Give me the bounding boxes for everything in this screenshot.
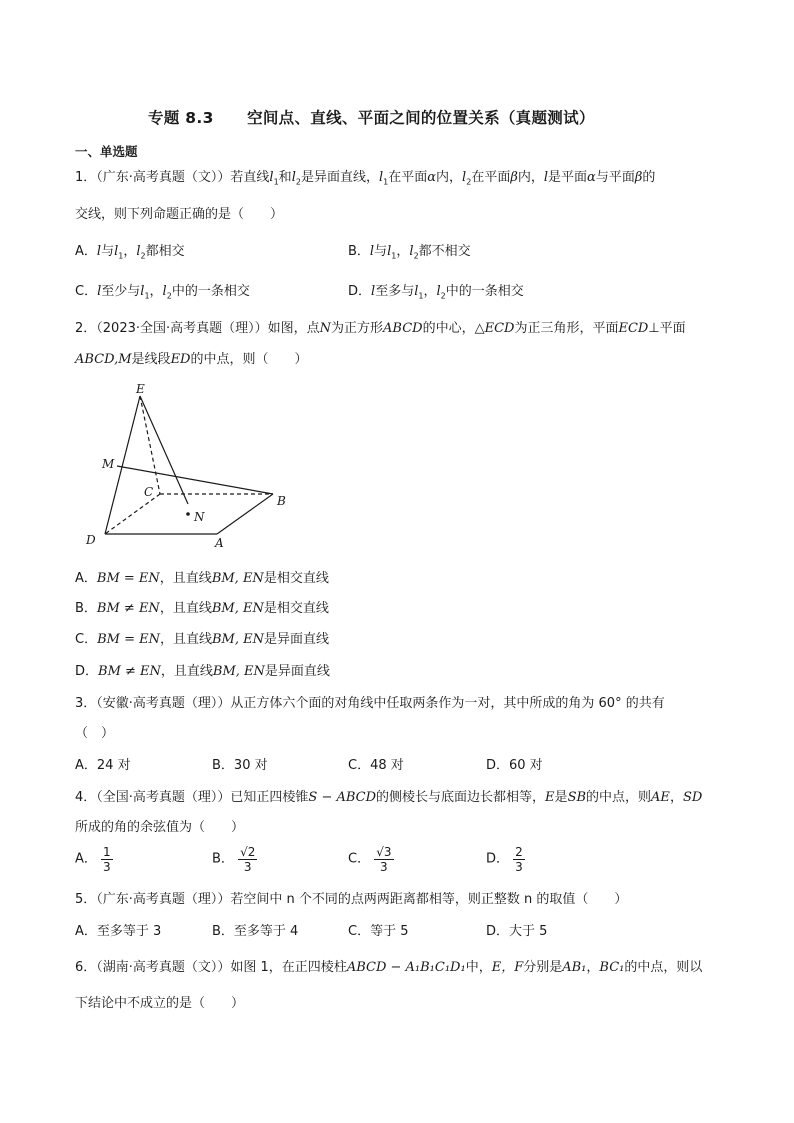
fraction: $\frac{√2}{3}$	[240, 845, 256, 874]
q2-option-a[interactable]: A．BM = EN，且直线BM, EN是相交直线	[75, 571, 329, 586]
section-heading: 一、单选题	[75, 144, 138, 159]
q4-option-b[interactable]: B． $\frac{√2}{3}$	[212, 845, 256, 874]
q2-option-d[interactable]: D．BM ≠ EN，且直线BM, EN是异面直线	[75, 664, 330, 679]
q5-line1: 5．（广东·高考真题（理））若空间中 n 个不同的点两两距离都相等，则正整数 n 的取值（ ）	[75, 892, 628, 907]
q5-option-d[interactable]: D．大于 5	[486, 924, 548, 939]
page-title	[148, 106, 595, 128]
q5-option-c[interactable]: C．等于 5	[348, 924, 409, 939]
label-c: C	[144, 485, 154, 499]
label-a: A	[215, 536, 224, 550]
q2-line1: 2．（2023·全国·高考真题（理））如图，点N为正方形ABCD的中心，△ECD为正三角形，平面ECD⊥平面	[75, 321, 686, 336]
title-label: 专题 8.3	[148, 109, 214, 127]
q3-option-c[interactable]: C．48 对	[348, 758, 404, 773]
title-text: 空间点、直线、平面之间的位置关系（真题测试）	[247, 109, 595, 127]
q4-line1: 4．（全国·高考真题（理））已知正四棱锥S − ABCD的侧棱长与底面边长都相等，E是SB的中点，则AE，SD	[75, 790, 703, 805]
q2-line2: ABCD,M是线段ED的中点，则（ ）	[75, 352, 308, 367]
edge-mb	[117, 466, 273, 494]
edge-ab	[217, 494, 273, 534]
q2-option-b[interactable]: B．BM ≠ EN，且直线BM, EN是相交直线	[75, 601, 329, 616]
fraction: $\frac{2}{3}$	[515, 845, 523, 874]
q2-geometry-figure	[80, 384, 300, 554]
q3-option-d[interactable]: D．60 对	[486, 758, 543, 773]
q5-option-b[interactable]: B．至多等于 4	[212, 924, 299, 939]
label-m: M	[102, 457, 115, 471]
fraction: $\frac{√3}{3}$	[376, 845, 392, 874]
point-n	[186, 512, 190, 516]
q1-option-a[interactable]: A．l与$l_1$，$l_2$都相交	[75, 244, 185, 261]
label-d: D	[86, 533, 96, 547]
fraction: $\frac{1}{3}$	[103, 845, 111, 874]
q4-option-d[interactable]: D． $\frac{2}{3}$	[486, 845, 523, 874]
q1-option-d[interactable]: D．l至多与$l_1$，$l_2$中的一条相交	[348, 284, 524, 301]
q3-option-a[interactable]: A．24 对	[75, 758, 131, 773]
label-e: E	[136, 384, 145, 396]
label-n: N	[194, 510, 205, 524]
q5-option-a[interactable]: A．至多等于 3	[75, 924, 162, 939]
q6-line1: 6．（湖南·高考真题（文））如图 1，在正四棱柱ABCD − A₁B₁C₁D₁中，E，F分别是AB₁，BC₁的中点，则以	[75, 960, 703, 975]
q3-line1: 3．（安徽·高考真题（理））从正方体六个面的对角线中任取两条作为一对，其中所成的角为 60° 的共有	[75, 696, 665, 711]
q3-line2: （ ）	[75, 726, 115, 741]
q3-option-b[interactable]: B．30 对	[212, 758, 268, 773]
edge-ec	[140, 396, 160, 494]
q2-option-c[interactable]: C．BM = EN，且直线BM, EN是异面直线	[75, 632, 329, 647]
q6-line2: 下结论中不成立的是（ ）	[75, 996, 245, 1011]
label-b: B	[277, 494, 286, 508]
q4-line2: 所成的角的余弦值为（ ）	[75, 820, 245, 835]
q1-line1: 1．（广东·高考真题（文））若直线$l_1$和$l_2$是异面直线，$l_1$在平面α内，$l_2$在平面β内，l是平面α与平面β的	[75, 170, 656, 187]
q4-option-c[interactable]: C． $\frac{√3}{3}$	[348, 845, 392, 874]
q1-option-b[interactable]: B．l与$l_1$，$l_2$都不相交	[348, 244, 471, 261]
q4-option-a[interactable]: A． $\frac{1}{3}$	[75, 845, 111, 874]
q1-option-c[interactable]: C．l至少与$l_1$，$l_2$中的一条相交	[75, 284, 250, 301]
q1-line2: 交线，则下列命题正确的是（ ）	[75, 207, 284, 222]
